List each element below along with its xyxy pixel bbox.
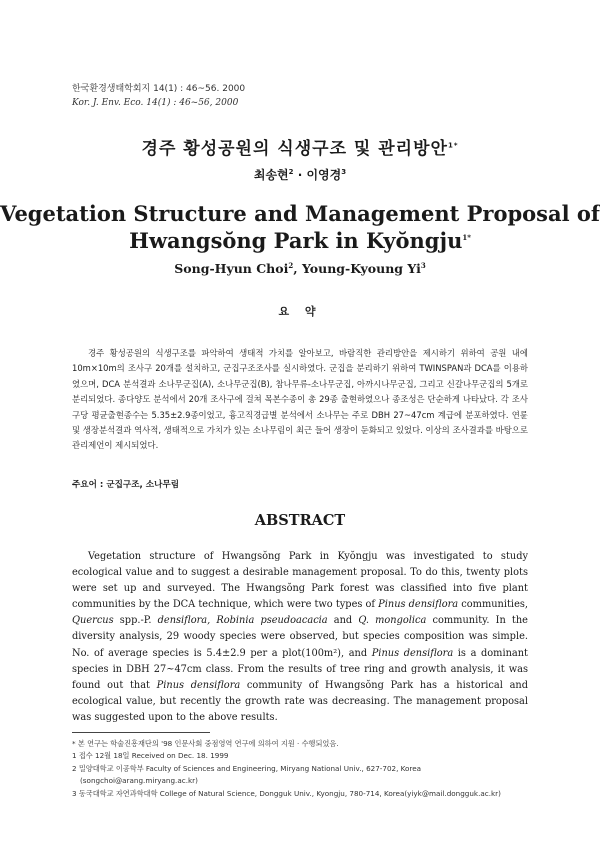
footnote-received: 1 접수 12월 18일 Received on Dec. 18. 1999 [72, 751, 229, 761]
korean-title-text: 경주 황성공원의 식생구조 및 관리방안 [141, 139, 448, 159]
footnotes [72, 738, 532, 800]
species-name: Pinus densiflora [378, 599, 459, 611]
abstract-segment: communities, [458, 599, 529, 611]
korean-author-1: 최송현 [253, 168, 289, 182]
species-name: Pinus densiflora [156, 679, 241, 691]
abstract-segment: community of Hwangsŏng Park has a historical and ecological value, but recently the growth rate was decreasing. The management proposal was suggested upon to the above results. [72, 679, 528, 723]
abstract-segment: Vegetation structure of Hwangsŏng Park in Kyŏngju was investigated to study ecological value and to suggest a desirable management proposal. To do this, twenty plots were set up and surveyed. The Hwangsŏng Park forest was classified into five plant communities by the DCA technique, which were two types of [72, 551, 528, 611]
english-author-2-mark: 3 [420, 260, 426, 270]
english-authors [0, 261, 600, 276]
korean-abstract-body: 경주 황성공원의 식생구조를 파악하여 생태적 가치를 알아보고, 바람직한 관리방안을 제시하기 위하여 공원 내에 10m×10m의 조사구 20개를 설치하고, 군집구조조사를 실시하였다. 군집을 분리하기 위하여 TWINSPAN과 DCA를 이용하였으며, DCA 분석결과 소나무군집(A), 소나무군집(B), 참나무류-소나무군집, 아까시나무군집, 그리고 신갈나무군집의 5개로 분리되었다. 종다양도 분석에서 20개 조사구에 걸쳐 목본수종이 총 29종 출현하였으나 종조성은 단순하게 나타났다. 각 조사구당 평균출현종수는 5.35±2.9종이었고, 흉고직경급별 분석에서 소나무는 주로 DBH 27~47cm 계급에 분포하였다. 연륜 및 생장분석결과 역사적, 생태적으로 가치가 있는 소나무림이 최근 들어 생장이 둔화되고 있었다. 이상의 조사결과를 바탕으로 관리제언이 제시되었다. [72, 348, 528, 451]
journal-citation-ko: 한국환경생태학회지 14(1) : 46~56. 2000 [72, 84, 246, 94]
korean-authors [0, 166, 600, 183]
keywords-label: 주요어 : [72, 480, 107, 490]
english-title [0, 200, 600, 254]
abstract-segment: is a dominant species in DBH 27~47cm class. From the results of tree ring and growth analysis, it was found out that [72, 647, 528, 691]
korean-title-footnote-mark: 1* [447, 141, 459, 150]
korean-title [0, 134, 600, 159]
english-title-line-2-wrap [0, 227, 600, 254]
korean-author-2: 이영경 [306, 168, 342, 182]
abstract-segment: community. In the diversity analysis, 29 woody species were observed, but species composition was simple. No. of average species is 5.4±2.9 per a plot(100m²), and [72, 615, 528, 659]
species-name: Quercus [72, 615, 114, 627]
keywords-text: 군집구조, 소나무림 [106, 480, 179, 490]
footnote-funding: * 본 연구는 학술진흥재단의 '98 인문사회 중점영역 연구에 의하여 지원 · 수행되었음. [72, 739, 339, 748]
footnote-affiliation-1: 2 밀양대학교 이공학부 Faculty of Sciences and Engineering, Miryang National Univ., 627-702, Korea [72, 763, 422, 773]
species-name: Q. mongolica [358, 615, 427, 627]
species-name: densiflora, Robinia pseudoacacia [157, 615, 328, 627]
korean-author-2-mark: 3 [341, 168, 347, 176]
english-title-line-1: Vegetation Structure and Management Proposal of [0, 201, 600, 226]
journal-header [72, 82, 245, 110]
english-author-1-mark: 2 [288, 260, 294, 270]
footnote-divider [72, 732, 210, 733]
footnote-affiliation-1-email: (songchoi@arang.miryang.ac.kr) [80, 776, 198, 786]
korean-author-1-mark: 2 [288, 168, 294, 176]
english-title-line-2: Hwangsŏng Park in Kyŏngju [129, 228, 463, 253]
english-author-2: Young-Kyoung Yi [301, 261, 421, 276]
english-title-footnote-mark: 1* [462, 233, 471, 242]
footnote-affiliation-2: 3 동국대학교 자연과학대학 College of Natural Science, Dongguk Univ., Kyongju, 780-714, Korea(yiyk@mail.dongguk.ac.kr) [72, 788, 501, 798]
english-author-1: Song-Hyun Choi [174, 261, 289, 276]
abstract-segment: spp.-P. [113, 615, 158, 627]
species-name: Pinus densiflora [371, 647, 454, 659]
korean-abstract-heading: 요 약 [278, 305, 322, 318]
korean-author-separator: · [293, 168, 307, 182]
abstract-segment: and [327, 615, 359, 627]
abstract-heading: ABSTRACT [254, 512, 346, 529]
keywords [72, 478, 179, 490]
english-abstract-body [72, 549, 528, 726]
english-author-separator: , [293, 261, 302, 276]
journal-citation-en: Kor. J. Env. Eco. 14(1) : 46~56, 2000 [72, 98, 239, 108]
